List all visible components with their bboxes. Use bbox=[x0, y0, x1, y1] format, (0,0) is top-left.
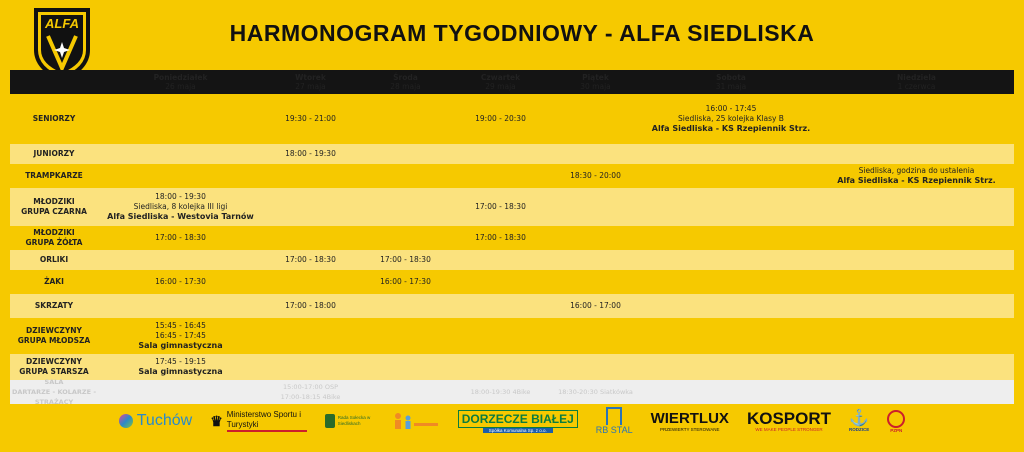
cell-line: 18:30 - 20:00 bbox=[570, 171, 621, 180]
header-cell-2 bbox=[358, 70, 453, 94]
header-row bbox=[10, 70, 1014, 94]
group-name-cell bbox=[10, 318, 98, 354]
schedule-cell bbox=[263, 318, 358, 354]
schedule-cell bbox=[358, 164, 453, 188]
schedule-cell bbox=[819, 250, 1014, 270]
cell-line: Alfa Siedliska - KS Rzepiennik Strz. bbox=[651, 124, 811, 133]
schedule-cell bbox=[358, 318, 453, 354]
schedule-cell bbox=[98, 250, 263, 270]
cell-line: Siedliska, 25 kolejka Klasy B bbox=[678, 114, 784, 123]
schedule-cell bbox=[358, 226, 453, 250]
sponsor-logo: Rada Sołecka w Siedliskach bbox=[325, 414, 374, 428]
schedule-cell bbox=[819, 354, 1014, 380]
table-row bbox=[10, 294, 1014, 318]
schedule-cell bbox=[98, 318, 263, 354]
schedule-table bbox=[10, 70, 1014, 404]
header-cell-1 bbox=[263, 70, 358, 94]
schedule-cell bbox=[643, 270, 819, 294]
table-row bbox=[10, 226, 1014, 250]
cell-line: 17:00 - 18:30 bbox=[155, 233, 206, 242]
cell-line: 17:00 - 18:00 bbox=[285, 301, 336, 310]
cell-line: 17:45 - 19:15 bbox=[155, 357, 206, 366]
cell-line: 16:00 - 17:30 bbox=[380, 277, 431, 286]
schedule-cell bbox=[453, 94, 548, 144]
table-row bbox=[10, 270, 1014, 294]
group-name-cell bbox=[10, 188, 98, 226]
group-name-line: DZIEWCZYNY bbox=[26, 357, 82, 366]
group-name-line: MŁODZIKI bbox=[33, 228, 75, 237]
schedule-cell bbox=[263, 164, 358, 188]
schedule-cell bbox=[358, 144, 453, 164]
group-name-cell bbox=[10, 294, 98, 318]
day-name: Niedziela bbox=[897, 73, 936, 82]
sponsor-logo: PZPN bbox=[887, 410, 905, 433]
group-name-line: JUNIORZY bbox=[33, 149, 75, 158]
schedule-cell bbox=[98, 94, 263, 144]
schedule-cell bbox=[643, 188, 819, 226]
schedule-cell bbox=[358, 94, 453, 144]
schedule-cell bbox=[263, 250, 358, 270]
group-name-cell bbox=[10, 226, 98, 250]
table-row bbox=[10, 94, 1014, 144]
page-title: HARMONOGRAM TYGODNIOWY - ALFA SIEDLISKA bbox=[229, 20, 815, 46]
schedule-cell bbox=[548, 188, 643, 226]
schedule-cell bbox=[453, 226, 548, 250]
schedule-cell bbox=[548, 144, 643, 164]
sponsor-logo: WIERTLUX PRZEWIERTY STEROWANE bbox=[650, 409, 729, 432]
schedule-cell bbox=[643, 144, 819, 164]
group-name-line: DARTARZE - KOLARZE - STRAŻACY bbox=[11, 388, 97, 406]
schedule-cell bbox=[548, 294, 643, 318]
day-name: Piątek bbox=[582, 73, 609, 82]
schedule-cell bbox=[643, 94, 819, 144]
schedule-cell bbox=[98, 354, 263, 380]
schedule-cell bbox=[98, 270, 263, 294]
sponsor-logo: KOSPORT WE MAKE PEOPLE STRONGER bbox=[746, 408, 831, 432]
schedule-cell bbox=[819, 294, 1014, 318]
cell-line: 18:00-19:30 4Bike bbox=[470, 388, 531, 396]
schedule-cell bbox=[819, 318, 1014, 354]
people-icon bbox=[392, 411, 440, 431]
cell-line: 18:00 - 19:30 bbox=[155, 192, 206, 201]
sponsor-logo: ⚓ RODZICE bbox=[849, 409, 870, 432]
day-name: Poniedziałek bbox=[153, 73, 208, 82]
day-date: 30 maja bbox=[580, 82, 611, 91]
day-date: 28 maja bbox=[390, 82, 421, 91]
cell-line: Siedliska, godzina do ustalenia bbox=[858, 166, 975, 175]
schedule-cell bbox=[263, 94, 358, 144]
cell-line: Alfa Siedliska - KS Rzepiennik Strz. bbox=[837, 176, 996, 185]
header-cell-6 bbox=[819, 70, 1014, 94]
schedule-cell bbox=[453, 354, 548, 380]
schedule-cell bbox=[358, 188, 453, 226]
cell-line: 16:00 - 17:00 bbox=[570, 301, 621, 310]
schedule-cell bbox=[643, 226, 819, 250]
schedule-cell bbox=[819, 188, 1014, 226]
cell-line: 16:00 - 17:45 bbox=[705, 104, 757, 113]
cell-line: 17:00 - 18:30 bbox=[285, 255, 336, 264]
group-name-cell bbox=[10, 94, 98, 144]
cell-line: 18:30-20:30 Siatkówka bbox=[558, 388, 633, 396]
group-name-line: MŁODZIKI bbox=[33, 197, 75, 206]
day-name: Czwartek bbox=[480, 73, 521, 82]
group-name-line: SKRZATY bbox=[34, 301, 74, 310]
table-row bbox=[10, 144, 1014, 164]
schedule-cell bbox=[263, 226, 358, 250]
cell-line: 17:00 - 18:30 bbox=[475, 233, 526, 242]
schedule-cell bbox=[453, 250, 548, 270]
cell-line: 17:00 - 18:30 bbox=[380, 255, 431, 264]
schedule-cell bbox=[548, 354, 643, 380]
day-name: Wtorek bbox=[295, 73, 326, 82]
schedule-cell bbox=[98, 226, 263, 250]
schedule-cell bbox=[548, 318, 643, 354]
header-cell-4 bbox=[548, 70, 643, 94]
cell-line: 17:00 - 18:30 bbox=[475, 202, 526, 211]
group-name-cell bbox=[10, 270, 98, 294]
cell-line: 17:00-18:15 4Bike bbox=[280, 393, 341, 401]
schedule-cell bbox=[819, 164, 1014, 188]
cell-line: Alfa Siedliska - Westovia Tarnów bbox=[107, 212, 254, 221]
schedule-cell bbox=[358, 354, 453, 380]
table-row bbox=[10, 164, 1014, 188]
day-date: 1 czerwca bbox=[897, 82, 936, 91]
day-date: 27 maja bbox=[295, 82, 326, 91]
group-name-line: GRUPA STARSZA bbox=[19, 367, 89, 376]
schedule-cell bbox=[819, 94, 1014, 144]
table-row bbox=[10, 188, 1014, 226]
day-date: 31 maja bbox=[715, 82, 747, 91]
day-name: Sobota bbox=[716, 73, 746, 82]
schedule-cell bbox=[643, 354, 819, 380]
header-cell-5 bbox=[643, 70, 819, 94]
day-date: 26 maja bbox=[165, 82, 196, 91]
schedule-cell bbox=[643, 164, 819, 188]
schedule-cell bbox=[263, 188, 358, 226]
schedule-cell bbox=[453, 144, 548, 164]
day-date: 29 maja bbox=[485, 82, 516, 91]
schedule-cell bbox=[548, 94, 643, 144]
schedule-cell bbox=[98, 164, 263, 188]
group-name-line: SALA bbox=[44, 378, 64, 386]
header-cell-0 bbox=[98, 70, 263, 94]
cell-line: Sala gimnastyczna bbox=[138, 341, 223, 350]
table-row bbox=[10, 354, 1014, 380]
schedule-cell bbox=[453, 164, 548, 188]
group-name-cell bbox=[10, 250, 98, 270]
group-name-line: ŻAKI bbox=[44, 277, 64, 286]
cell-line: 19:00 - 20:30 bbox=[475, 114, 526, 123]
schedule-cell bbox=[98, 294, 263, 318]
schedule-cell bbox=[548, 270, 643, 294]
schedule-cell bbox=[819, 270, 1014, 294]
schedule-cell bbox=[643, 318, 819, 354]
logo-text: ALFA bbox=[45, 16, 79, 31]
schedule-cell bbox=[548, 250, 643, 270]
schedule-cell bbox=[819, 226, 1014, 250]
schedule-cell bbox=[358, 270, 453, 294]
group-name-line: GRUPA ŻÓŁTA bbox=[25, 238, 83, 247]
group-name-cell bbox=[10, 164, 98, 188]
schedule-cell bbox=[263, 354, 358, 380]
cell-line: 15:45 - 16:45 bbox=[155, 321, 206, 330]
cell-line: 19:30 - 21:00 bbox=[285, 114, 336, 123]
group-name-line: ORLIKI bbox=[39, 255, 69, 264]
schedule-cell bbox=[263, 144, 358, 164]
sponsor-logo: RB STAL bbox=[596, 407, 633, 435]
cell-line: 18:00 - 19:30 bbox=[285, 149, 336, 158]
schedule-cell bbox=[358, 250, 453, 270]
group-name-line: GRUPA MŁODSZA bbox=[17, 336, 91, 345]
schedule-cell bbox=[98, 144, 263, 164]
header-cell-3 bbox=[453, 70, 548, 94]
header-cell-empty bbox=[10, 70, 98, 94]
cell-line: Siedliska, 8 kolejka III ligi bbox=[133, 202, 228, 211]
table-row bbox=[10, 318, 1014, 354]
schedule-cell bbox=[548, 164, 643, 188]
schedule-cell bbox=[548, 226, 643, 250]
sponsors-bar bbox=[0, 397, 1024, 445]
table-row bbox=[10, 250, 1014, 270]
schedule-cell bbox=[453, 270, 548, 294]
cell-line: Sala gimnastyczna bbox=[138, 367, 223, 376]
schedule-cell bbox=[358, 294, 453, 318]
group-name-line: SENIORZY bbox=[32, 114, 76, 123]
group-name-line: DZIEWCZYNY bbox=[26, 326, 82, 335]
group-name-line: TRAMPKARZE bbox=[25, 171, 83, 180]
group-name-cell bbox=[10, 144, 98, 164]
schedule-cell bbox=[453, 188, 548, 226]
schedule-cell bbox=[453, 318, 548, 354]
day-name: Środa bbox=[393, 73, 418, 82]
sponsor-logo: ♛ Ministerstwo Sportu i Turystyki bbox=[210, 410, 307, 432]
schedule-cell bbox=[819, 144, 1014, 164]
sponsor-logo: Tuchów bbox=[119, 412, 192, 430]
cell-line: 16:00 - 17:30 bbox=[155, 277, 206, 286]
cell-line: 16:45 - 17:45 bbox=[155, 331, 206, 340]
group-name-line: GRUPA CZARNA bbox=[21, 207, 87, 216]
schedule-cell bbox=[643, 250, 819, 270]
cell-line: 15:00-17:00 OSP bbox=[282, 383, 339, 391]
schedule-cell bbox=[453, 294, 548, 318]
schedule-cell bbox=[263, 294, 358, 318]
schedule-cell bbox=[263, 270, 358, 294]
schedule-cell bbox=[643, 294, 819, 318]
sponsor-logo: DORZECZE BIAŁEJ Spółka Komunalna Sp. z o.o. bbox=[458, 410, 578, 433]
schedule-cell bbox=[98, 188, 263, 226]
